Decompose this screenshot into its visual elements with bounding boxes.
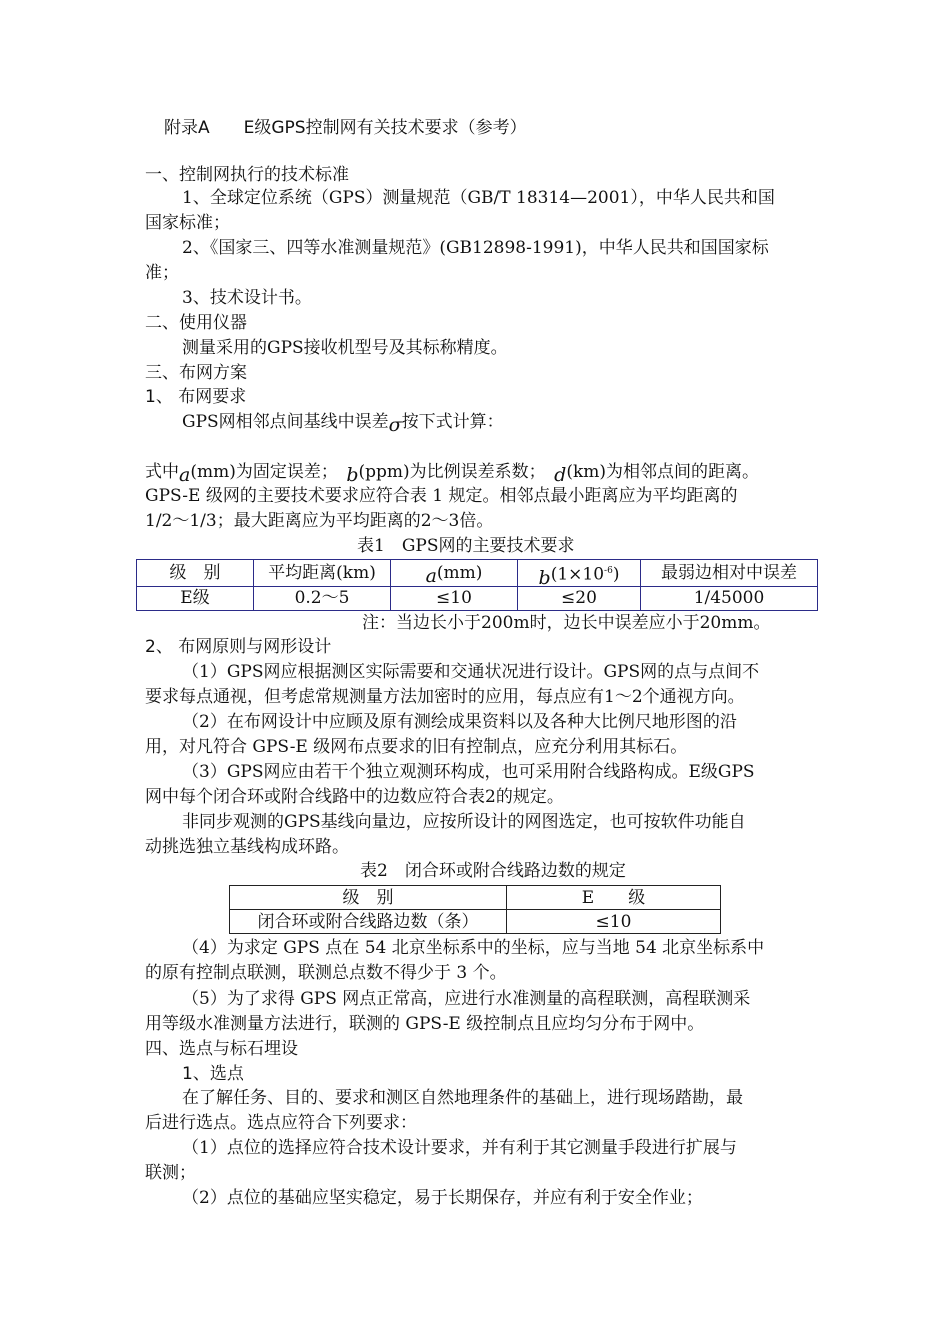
header-b-symbol: b bbox=[538, 566, 551, 589]
table-2-header-grade: 级 别 bbox=[230, 886, 507, 910]
design-item-1-cont: 要求每点通视，但考虑常规测量方法加密时的应用，每点应有1～2个通视方向。 bbox=[145, 687, 745, 707]
section-4-heading: 四、选点与标石埋设 bbox=[145, 1039, 298, 1059]
table-1 bbox=[136, 559, 818, 611]
table-1-caption: 表1 GPS网的主要技术要求 bbox=[357, 536, 575, 556]
header-b-close: ) bbox=[612, 564, 620, 585]
design-item-2: （2）在布网设计中应顾及原有测绘成果资料以及各种大比例尺地形图的沿 bbox=[182, 712, 737, 732]
table-1-note: 注：当边长小于200m时，边长中误差应小于20mm。 bbox=[362, 613, 771, 633]
page-title: 附录A E级GPS控制网有关技术要求（参考） bbox=[164, 118, 527, 138]
table-2-header-e: E 级 bbox=[507, 886, 721, 910]
symbol-explanation bbox=[145, 460, 760, 486]
symbol-d: d bbox=[554, 464, 567, 486]
sigma-symbol: σ bbox=[388, 414, 402, 436]
header-grade: 级 别 bbox=[137, 560, 254, 587]
header-a-symbol: a bbox=[425, 565, 437, 588]
formula-intro bbox=[182, 410, 504, 436]
formula-intro-tail: 按下式计算： bbox=[401, 412, 504, 432]
cell-avg-distance: 0.2～5 bbox=[254, 586, 391, 610]
selection-item-1-cont: 联测； bbox=[145, 1163, 196, 1183]
selection-item-2: （2）点位的基础应坚实稳定，易于长期保存，并应有利于安全作业； bbox=[182, 1188, 703, 1208]
cell-b: ≤20 bbox=[518, 586, 641, 610]
standard-item-2: 2、《国家三、四等水准测量规范》(GB12898-1991)，中华人民共和国国家标 bbox=[182, 238, 769, 258]
table-2-cell-label: 闭合环或附合线路边数（条） bbox=[230, 910, 507, 934]
subsection-site-selection: 1、选点 bbox=[182, 1064, 244, 1084]
cell-grade: E级 bbox=[137, 586, 254, 610]
formula-intro-text: GPS网相邻点间基线中误差 bbox=[182, 412, 389, 432]
selection-intro: 在了解任务、目的、要求和测区自然地理条件的基础上，进行现场踏勘，最 bbox=[182, 1088, 743, 1108]
design-item-5: （5）为了求得 GPS 网点正常高，应进行水准测量的高程联测，高程联测采 bbox=[182, 989, 751, 1009]
header-a bbox=[391, 560, 518, 587]
table-2-cell-value: ≤10 bbox=[507, 910, 721, 934]
header-b bbox=[518, 560, 641, 587]
table-2-row bbox=[230, 910, 721, 934]
design-item-nonsync: 非同步观测的GPS基线向量边，应按所设计的网图选定，也可按软件功能自 bbox=[182, 812, 746, 832]
explain-a: (mm)为固定误差； bbox=[190, 462, 330, 482]
header-b-exp: -6 bbox=[604, 566, 613, 576]
table-1-header-row bbox=[137, 560, 818, 587]
design-item-1: （1）GPS网应根据测区实际需要和交通状况进行设计。GPS网的点与点间不 bbox=[182, 662, 760, 682]
requirements-text-cont: 1/2～1/3；最大距离应为平均距离的2～3倍。 bbox=[145, 511, 494, 531]
standard-item-3: 3、技术设计书。 bbox=[182, 288, 312, 308]
explain-b: (ppm)为比例误差系数； bbox=[358, 462, 538, 482]
table-2-header-row bbox=[230, 886, 721, 910]
section-1-heading: 一、控制网执行的技术标准 bbox=[145, 165, 349, 185]
symbol-a: a bbox=[179, 464, 191, 486]
design-item-nonsync-cont: 动挑选独立基线构成环路。 bbox=[145, 837, 349, 857]
subsection-network-requirements: 1、 布网要求 bbox=[145, 387, 247, 407]
design-item-4-cont: 的原有控制点联测，联测总点数不得少于 3 个。 bbox=[145, 963, 507, 983]
design-item-3: （3）GPS网应由若干个独立观测环构成，也可采用附合线路构成。E级GPS bbox=[182, 762, 755, 782]
design-item-3-cont: 网中每个闭合环或附合线路中的边数应符合表2的规定。 bbox=[145, 787, 564, 807]
instrument-text: 测量采用的GPS接收机型号及其标称精度。 bbox=[182, 338, 508, 358]
section-2-heading: 二、使用仪器 bbox=[145, 313, 247, 333]
standard-item-1-cont: 国家标准； bbox=[145, 213, 230, 233]
header-a-unit: (mm) bbox=[436, 563, 483, 584]
subsection-network-design: 2、 布网原则与网形设计 bbox=[145, 637, 332, 657]
table-2-caption: 表2 闭合环或附合线路边数的规定 bbox=[360, 861, 626, 881]
standard-item-2-cont: 准； bbox=[145, 263, 179, 283]
requirements-text: GPS-E 级网的主要技术要求应符合表 1 规定。相邻点最小距离应为平均距离的 bbox=[145, 486, 738, 506]
cell-weakest-side: 1/45000 bbox=[641, 586, 818, 610]
selection-intro-cont: 后进行选点。选点应符合下列要求： bbox=[145, 1113, 417, 1133]
header-weakest-side: 最弱边相对中误差 bbox=[641, 560, 818, 587]
standard-item-1: 1、全球定位系统（GPS）测量规范（GB/T 18314—2001），中华人民共和国 bbox=[182, 188, 775, 208]
cell-a: ≤10 bbox=[391, 586, 518, 610]
design-item-2-cont: 用，对凡符合 GPS-E 级网布点要求的旧有控制点，应充分利用其标石。 bbox=[145, 737, 688, 757]
header-avg-distance: 平均距离(km) bbox=[254, 560, 391, 587]
explain-lead: 式中 bbox=[145, 462, 179, 482]
table-1-row bbox=[137, 586, 818, 610]
table-2 bbox=[229, 885, 721, 934]
selection-item-1: （1）点位的选择应符合技术设计要求，并有利于其它测量手段进行扩展与 bbox=[182, 1138, 737, 1158]
design-item-5-cont: 用等级水准测量方法进行，联测的 GPS-E 级控制点且应均匀分布于网中。 bbox=[145, 1014, 705, 1034]
explain-d: (km)为相邻点间的距离。 bbox=[566, 462, 760, 482]
section-3-heading: 三、布网方案 bbox=[145, 363, 247, 383]
header-b-unit: (1×10 bbox=[550, 564, 605, 585]
design-item-4: （4）为求定 GPS 点在 54 北京坐标系中的坐标，应与当地 54 北京坐标系中 bbox=[182, 938, 765, 958]
symbol-b: b bbox=[346, 464, 359, 486]
